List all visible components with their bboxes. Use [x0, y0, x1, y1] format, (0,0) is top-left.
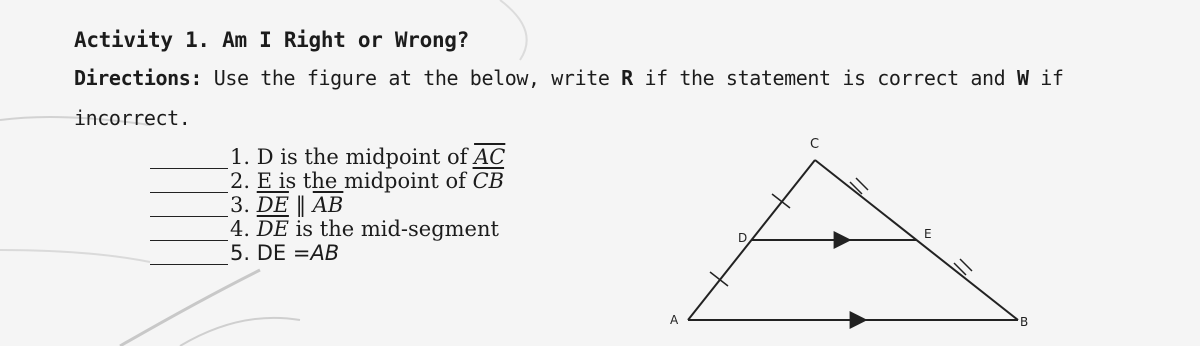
segment-cb: $\overline{CB}$	[472, 169, 505, 193]
statement-item-1: 1. D is the midpoint of $\overline{AC}$	[150, 145, 505, 169]
activity-title: Activity 1. Am I Right or Wrong?	[74, 28, 469, 52]
ab-italic: AB	[310, 241, 340, 265]
answer-blank-4[interactable]	[150, 220, 228, 241]
letter-w: W	[1016, 66, 1029, 90]
segment-ab: $\overline{AB}$	[312, 193, 344, 217]
answer-blank-3[interactable]	[150, 196, 228, 217]
answer-blank-1[interactable]	[150, 148, 228, 169]
segment-de: $\overline{DE}$	[256, 193, 289, 217]
answer-blank-2[interactable]	[150, 172, 228, 193]
statement-list	[150, 145, 505, 265]
statement-item-3: 3. $\overline{DE}$ ‖ $\overline{AB}$	[150, 193, 505, 217]
letter-r: R	[621, 66, 633, 90]
label-b: B	[1020, 315, 1029, 329]
directions-part-2: if the statement is correct and	[632, 66, 1017, 90]
statement-item-4: 4. $\overline{DE}$ is the mid-segment	[150, 217, 505, 241]
label-d: D	[738, 231, 748, 245]
directions-text	[74, 58, 1184, 138]
segment-de-2: $\overline{DE}$	[256, 217, 289, 241]
tick-eb-2	[960, 259, 972, 271]
label-e: E	[924, 227, 932, 241]
triangle-figure	[660, 130, 1060, 340]
segment-ac: $\overline{AC}$	[474, 145, 506, 169]
label-a: A	[670, 313, 679, 327]
statement-item-2: 2. E is the midpoint of $\overline{CB}$	[150, 169, 505, 193]
directions-label: Directions:	[74, 66, 203, 90]
tick-ce-2	[856, 178, 868, 190]
directions-part-1: Use the figure at the below, write	[202, 66, 622, 90]
label-c: C	[810, 137, 820, 152]
answer-blank-5[interactable]	[150, 244, 228, 265]
statement-item-5: 5. DE =AB	[150, 241, 505, 265]
directions-part-3: if incorrect.	[74, 66, 1064, 130]
